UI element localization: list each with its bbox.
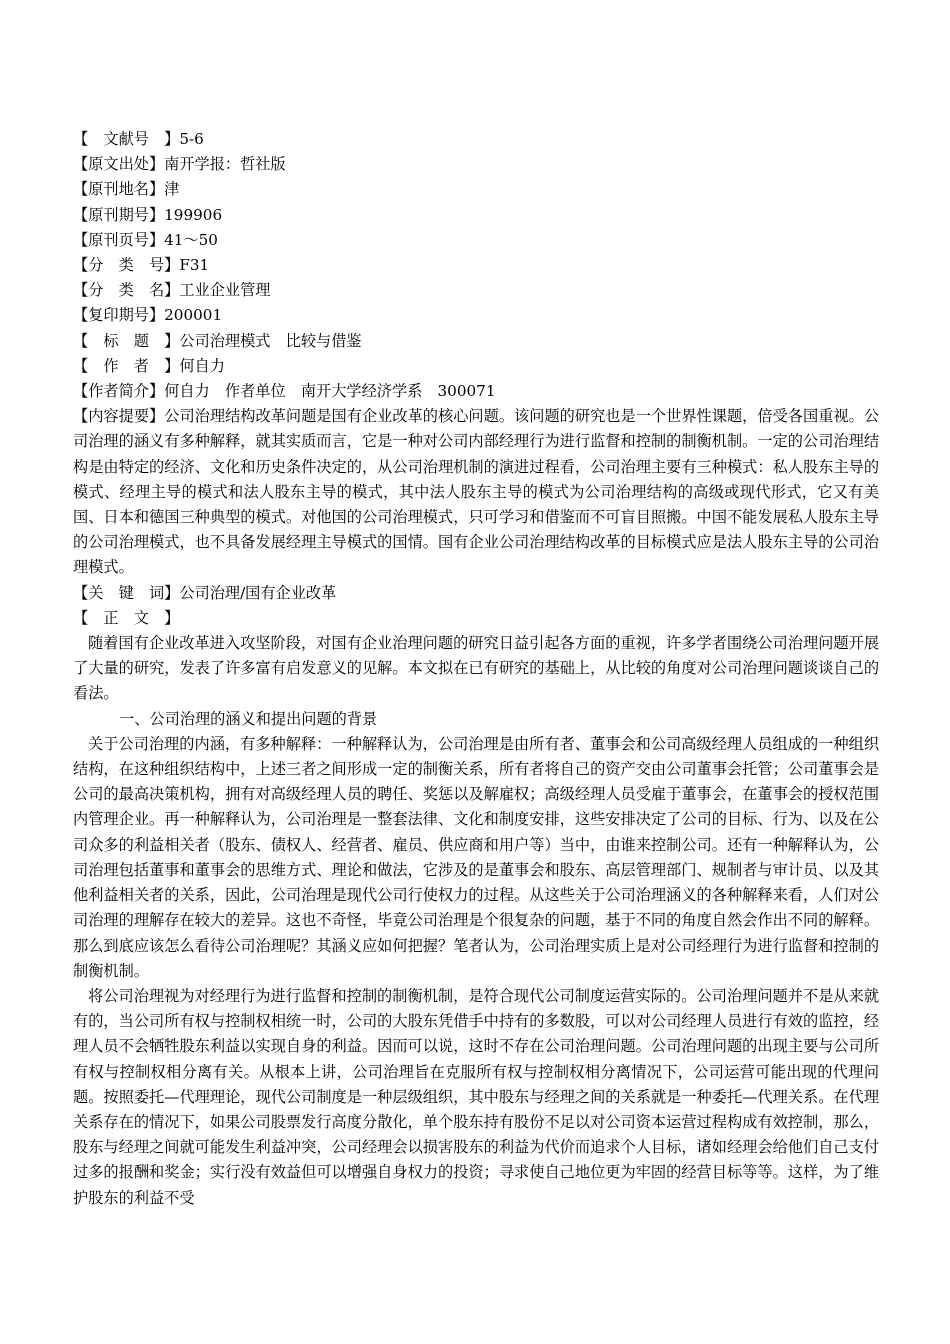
body-label: 【 正 文 】 bbox=[73, 608, 180, 627]
meta-label: 【原文出处】 bbox=[73, 155, 165, 174]
keywords-value: 公司治理/国有企业改革 bbox=[179, 583, 337, 602]
abstract-text: 公司治理结构改革问题是国有企业改革的核心问题。该问题的研究也是一个世界性课题，倍受各国重视。公司治理的涵义有多种解释，就其实质而言，它是一种对公司内部经理行为进行监督和控制的制衡机制。一定的公司治理结构是由特定的经济、文化和历史条件决定的，从公司治理机制的演进过程看，公司治理主要有三种模式：私人股东主导的模式、经理主导的模式和法人股东主导的模式，其中法人股东主导的模式为公司治理结构的高级或现代形式，它又有美国、日本和德国三种典型的模式。对他国的公司治理模式，只可学习和借鉴而不可盲目照搬。中国不能发展私人股东主导的公司治理模式，也不具备发展经理主导模式的国情。国有企业公司治理结构改革的目标模式应是法人股东主导的公司治理模式。 bbox=[73, 407, 880, 577]
meta-title bbox=[73, 329, 879, 354]
meta-value: 何自力 作者单位 南开大学经济学系 300071 bbox=[164, 382, 496, 401]
meta-value: 津 bbox=[164, 180, 180, 199]
meta-label: 【分 类 名】 bbox=[73, 281, 180, 300]
keywords bbox=[73, 581, 879, 606]
meta-issue bbox=[73, 203, 879, 228]
meta-value: 何自力 bbox=[179, 356, 225, 375]
meta-label: 【复印期号】 bbox=[73, 306, 165, 325]
keywords-label: 【关 键 词】 bbox=[73, 583, 180, 602]
meta-label: 【原刊页号】 bbox=[73, 230, 165, 249]
abstract bbox=[73, 404, 879, 580]
meta-value: 41～50 bbox=[164, 230, 218, 249]
meta-value: 5-6 bbox=[179, 130, 204, 148]
meta-reprint-issue bbox=[73, 303, 879, 328]
body-paragraph-1: 关于公司治理的内涵，有多种解释：一种解释认为，公司治理是由所有者、董事会和公司高级经理人员组成的一种组织结构，在这种组织结构中，上述三者之间形成一定的制衡关系，所有者将自己的资产交由公司董事会托管；公司董事会是公司的最高决策机构，拥有对高级经理人员的聘任、奖惩以及解雇权；高级经理人员受雇于董事会，在董事会的授权范围内管理企业。再一种解释认为，公司治理是一整套法律、文化和制度安排，这些安排决定了公司的目标、行为、以及在公司众多的利益相关者（股东、债权人、经营者、雇员、供应商和用户等）当中，由谁来控制公司。还有一种解释认为，公司治理包括董事和董事会的思维方式、理论和做法，它涉及的是董事会和股东、高层管理部门、规制者与审计员、以及其他利益相关者的关系，因此，公司治理是现代公司行使权力的过程。从这些关于公司治理涵义的各种解释来看，人们对公司治理的理解存在较大的差异。这也不奇怪，毕竟公司治理是个很复杂的问题，基于不同的角度自然会作出不同的解释。那么到底应该怎么看待公司治理呢？其涵义应如何把握？笔者认为，公司治理实质上是对公司经理行为进行监督和控制的制衡机制。 bbox=[73, 734, 879, 980]
meta-label: 【 标 题 】 bbox=[73, 331, 180, 350]
meta-author bbox=[73, 354, 879, 379]
meta-value: 199906 bbox=[164, 205, 223, 224]
meta-value: 200001 bbox=[164, 306, 223, 325]
meta-label: 【分 类 号】 bbox=[73, 256, 180, 275]
intro-paragraph: 随着国有企业改革进入攻坚阶段，对国有企业治理问题的研究日益引起各方面的重视，许多学者围绕公司治理问题开展了大量的研究，发表了许多富有启发意义的见解。本文拟在已有研究的基础上，从比较的角度对公司治理问题谈谈自己的看法。 bbox=[73, 634, 879, 703]
meta-author-bio bbox=[73, 379, 879, 404]
body-paragraph-2: 将公司治理视为对经理行为进行监督和控制的制衡机制，是符合现代公司制度运营实际的。公司治理问题并不是从来就有的，当公司所有权与控制权相统一时，公司的大股东凭借手中持有的多数股，可以对公司经理人员进行有效的监控，经理人员不会牺牲股东利益以实现自身的利益。因而可以说，这时不存在公司治理问题。公司治理问题的出现主要与公司所有权与控制权相分离有关。从根本上讲，公司治理旨在克服所有权与控制权相分离情况下，公司运营可能出现的代理问题。按照委托—代理理论，现代公司制度是一种层级组织，其中股东与经理之间的关系就是一种委托—代理关系。在代理关系存在的情况下，如果公司股票发行高度分散化，单个股东持有股份不足以对公司资本运营过程构成有效控制，那么，股东与经理之间就可能发生利益冲突，公司经理会以损害股东的利益为代价而追求个人目标，诸如经理会给他们自己支付过多的报酬和奖金；实行没有效益但可以增强自身权力的投资；寻求使自己地位更为牢固的经营目标等等。这样，为了维护股东的利益不受 bbox=[73, 986, 879, 1207]
meta-place bbox=[73, 177, 879, 202]
meta-document-number bbox=[73, 127, 879, 152]
abstract-label: 【内容提要】 bbox=[73, 407, 165, 426]
section-heading: 一、公司治理的涵义和提出问题的背景 bbox=[119, 709, 378, 728]
meta-value: F31 bbox=[179, 256, 210, 275]
meta-label: 【 作 者 】 bbox=[73, 356, 180, 375]
document-page bbox=[73, 127, 879, 1211]
meta-value: 工业企业管理 bbox=[179, 281, 271, 300]
meta-class-number bbox=[73, 253, 879, 278]
meta-source bbox=[73, 152, 879, 177]
meta-label: 【作者简介】 bbox=[73, 382, 165, 401]
meta-class-name bbox=[73, 278, 879, 303]
meta-label: 【 文献号 】 bbox=[73, 130, 180, 148]
meta-label: 【原刊地名】 bbox=[73, 180, 165, 199]
meta-label: 【原刊期号】 bbox=[73, 205, 165, 224]
meta-value: 南开学报：哲社版 bbox=[164, 155, 286, 174]
meta-pages bbox=[73, 228, 879, 253]
meta-value: 公司治理模式 比较与借鉴 bbox=[179, 331, 362, 350]
